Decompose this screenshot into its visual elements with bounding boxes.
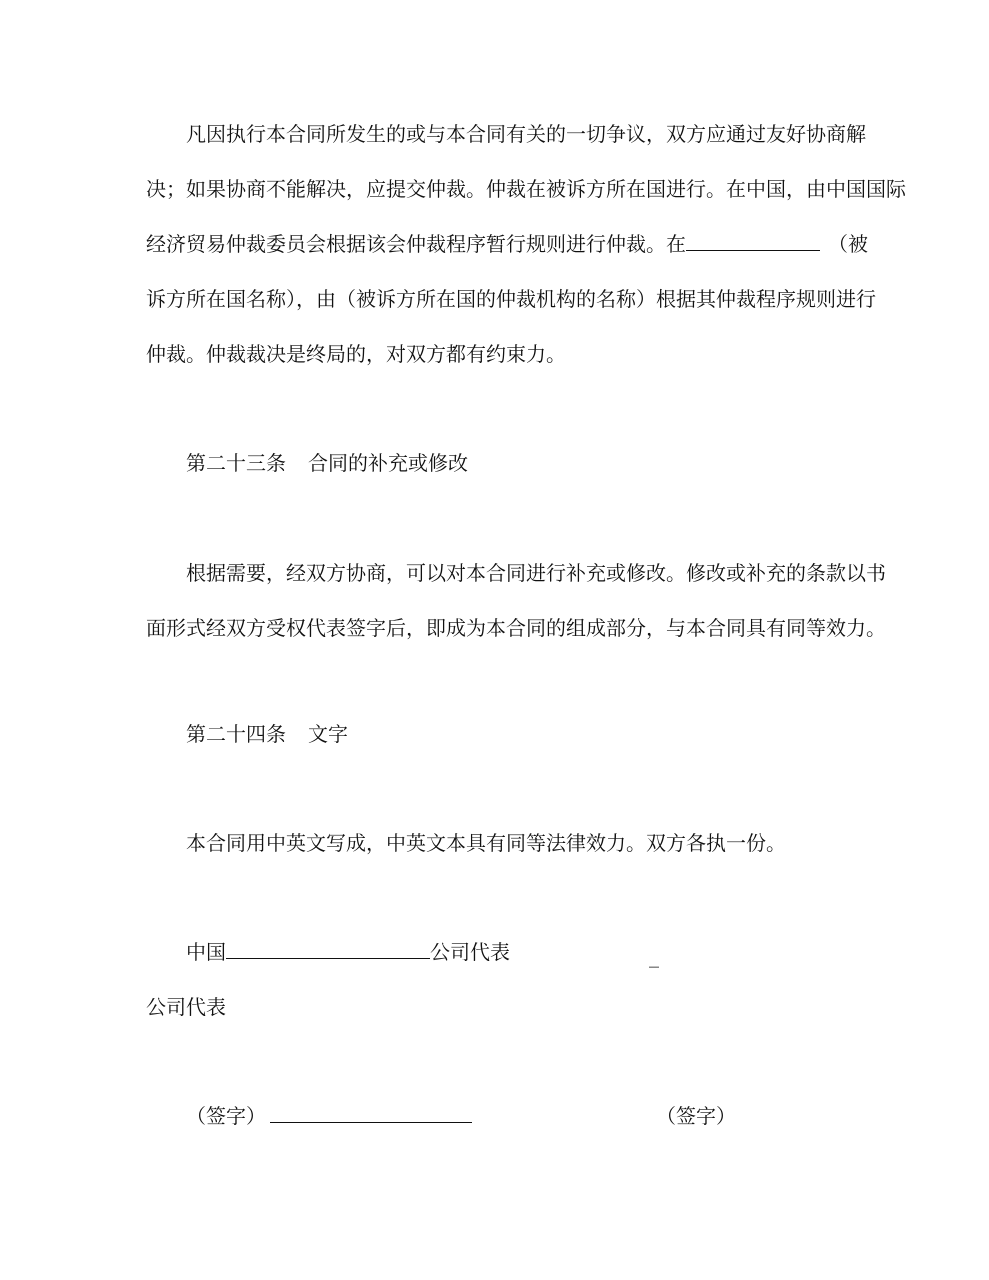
china-company-line xyxy=(186,938,510,966)
clause-23-heading xyxy=(186,449,468,477)
country-name-blank[interactable] xyxy=(686,234,820,251)
sign-label-1: （签字） xyxy=(186,1104,266,1128)
underscore-mark: _ xyxy=(649,944,659,968)
clause-23-line-2: 面形式经双方受权代表签字后，即成为本合同的组成部分，与本合同具有同等效力。 xyxy=(146,616,886,640)
clause-24-line-1: 本合同用中英文写成，中英文本具有同等法律效力。双方各执一份。 xyxy=(186,831,786,855)
clause-22-line-1: 凡因执行本合同所发生的或与本合同有关的一切争议，双方应通过友好协商解 xyxy=(186,122,866,146)
clause-22-line-3-tail: （被 xyxy=(828,232,868,256)
signature-line-1 xyxy=(186,1102,472,1130)
clause-23-number: 第二十三条 xyxy=(186,451,286,475)
clause-23-title: 合同的补充或修改 xyxy=(308,451,468,475)
clause-22-line-3 xyxy=(146,230,868,258)
clause-24-number: 第二十四条 xyxy=(186,722,286,746)
clause-23-line-1: 根据需要，经双方协商，可以对本合同进行补充或修改。修改或补充的条款以书 xyxy=(186,561,886,585)
china-company-name-blank[interactable] xyxy=(226,942,430,959)
clause-24-heading xyxy=(186,720,348,748)
clause-22-line-5: 仲裁。仲裁裁决是终局的，对双方都有约束力。 xyxy=(146,342,566,366)
clause-22-line-3-text: 经济贸易仲裁委员会根据该会仲裁程序暂行规则进行仲裁。在 xyxy=(146,232,686,256)
company-rep-label-1: 公司代表 xyxy=(430,940,510,964)
china-label: 中国 xyxy=(186,940,226,964)
clause-22-line-4: 诉方所在国名称），由（被诉方所在国的仲裁机构的名称）根据其仲裁程序规则进行 xyxy=(146,287,876,311)
company-rep-label-2: 公司代表 xyxy=(146,995,226,1019)
sign-label-2: （签字） xyxy=(656,1104,736,1128)
signature-blank-1[interactable] xyxy=(270,1106,472,1123)
clause-24-title: 文字 xyxy=(308,722,348,746)
clause-22-line-2: 决；如果协商不能解决，应提交仲裁。仲裁在被诉方所在国进行。在中国，由中国国际 xyxy=(146,177,906,201)
